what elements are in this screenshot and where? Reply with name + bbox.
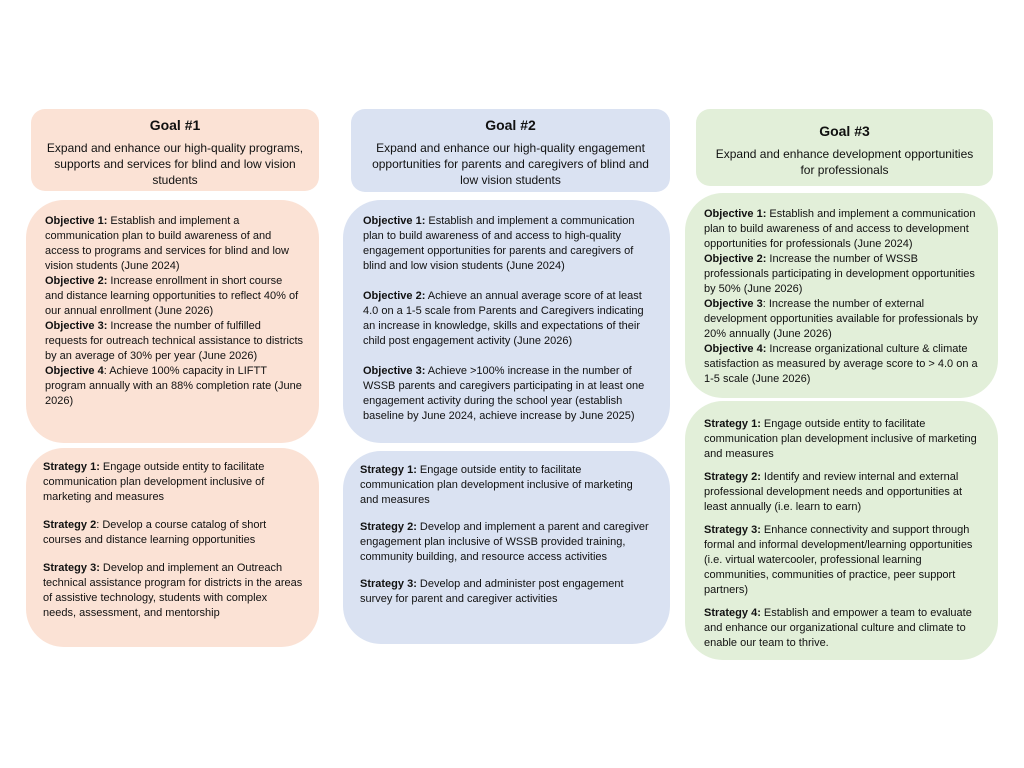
- goal-3-title: Goal #3: [819, 123, 870, 139]
- strategy-item: Strategy 1: Engage outside entity to facilitate communication plan development inclusive of marketing and measures: [360, 464, 633, 506]
- objective-item: Objective 2: Increase the number of WSSB professionals participating in development opportunities by 50% (June 2026): [704, 253, 975, 295]
- goal-3-strategies: [685, 401, 998, 660]
- objective-item: Objective 2: Increase enrollment in short course and distance learning opportunities to reflect 40% of our annual enrollment (June 2026): [45, 275, 299, 317]
- goal-3-header: [696, 109, 993, 186]
- goal-2-objectives: [343, 200, 670, 443]
- strategy-item: Strategy 2: Develop and implement a parent and caregiver engagement plan inclusive of WSSB provided training, community building, and resource access activities: [360, 521, 649, 563]
- objective-item: Objective 1: Establish and implement a communication plan to build awareness of and access to programs and services for blind and low vision students (June 2024): [45, 215, 289, 272]
- strategy-item: Strategy 2: Develop a course catalog of short courses and distance learning opportunities: [43, 519, 267, 546]
- goal-2-strategies: [343, 451, 670, 644]
- strategy-item: Strategy 2: Identify and review internal and external professional development needs and opportunities at least annually (i.e. learn to earn): [704, 471, 963, 513]
- objective-item: Objective 2: Achieve an annual average score of at least 4.0 on a 1-5 scale from Parents and Caregivers indicating an increase in knowledge, skills and expectations of their child post engagement activity (June 2026): [363, 290, 644, 347]
- goal-3-objectives: [685, 193, 998, 398]
- strategy-item: Strategy 3: Enhance connectivity and support through formal and informal development/learning opportunities (i.e. virtual watercooler, professional learning communities, communities of practice, peer support partners): [704, 524, 973, 596]
- strategy-item: Strategy 3: Develop and implement an Outreach technical assistance program for districts in the areas of assistive technology, students with complex needs, assessment, and mentorship: [43, 562, 303, 619]
- strategy-item: Strategy 3: Develop and administer post engagement survey for parent and caregiver activities: [360, 578, 624, 605]
- strategy-item: Strategy 1: Engage outside entity to facilitate communication plan development inclusive of marketing and measures: [43, 461, 265, 503]
- goal-2-header: [351, 109, 670, 192]
- goal-2-title: Goal #2: [485, 117, 536, 133]
- objective-item: Objective 3: Increase the number of fulfilled requests for outreach technical assistance to districts by an average of 30% per year (June 2026): [45, 320, 304, 362]
- objective-item: Objective 1: Establish and implement a communication plan to build awareness of and access to high-quality engagement opportunities for parents and caregivers of blind and low vision students (June 2024): [363, 215, 635, 272]
- goal-1-header: [31, 109, 319, 191]
- objective-item: Objective 4: Achieve 100% capacity in LIFTT program annually with an 88% completion rate (June 2026): [45, 365, 302, 407]
- goal-1-title: Goal #1: [149, 117, 201, 133]
- objective-item: Objective 1: Establish and implement a communication plan to build awareness of and access to development opportunities for professionals (June 2024): [704, 208, 976, 250]
- objective-item: Objective 3: Achieve >100% increase in the number of WSSB parents and caregivers participating in at least one engagement activity during the school year (establish baseline by June 2024, achieve increase by June 2025): [363, 365, 645, 422]
- goal-1-strategies: [26, 448, 319, 647]
- goal-1-objectives: [26, 200, 319, 443]
- strategy-item: Strategy 4: Establish and empower a team to evaluate and enhance our organizational culture and climate to enable our team to thrive.: [704, 607, 972, 649]
- objective-item: Objective 3: Increase the number of external development opportunities available for professionals by 20% annually (June 2026): [704, 298, 978, 340]
- goal-2-description: Expand and enhance our high-quality engagement opportunities for parents and caregivers of blind and low vision students: [372, 141, 649, 187]
- strategy-item: Strategy 1: Engage outside entity to facilitate communication plan development inclusive of marketing and measures: [704, 418, 977, 460]
- objective-item: Objective 4: Increase organizational culture & climate satisfaction as measured by average score to > 4.0 on a 1-5 scale (June 2026): [704, 343, 978, 385]
- goal-1-description: Expand and enhance our high-quality programs, supports and services for blind and low vision students: [46, 141, 304, 187]
- goal-3-description: Expand and enhance development opportunities for professionals: [715, 147, 974, 177]
